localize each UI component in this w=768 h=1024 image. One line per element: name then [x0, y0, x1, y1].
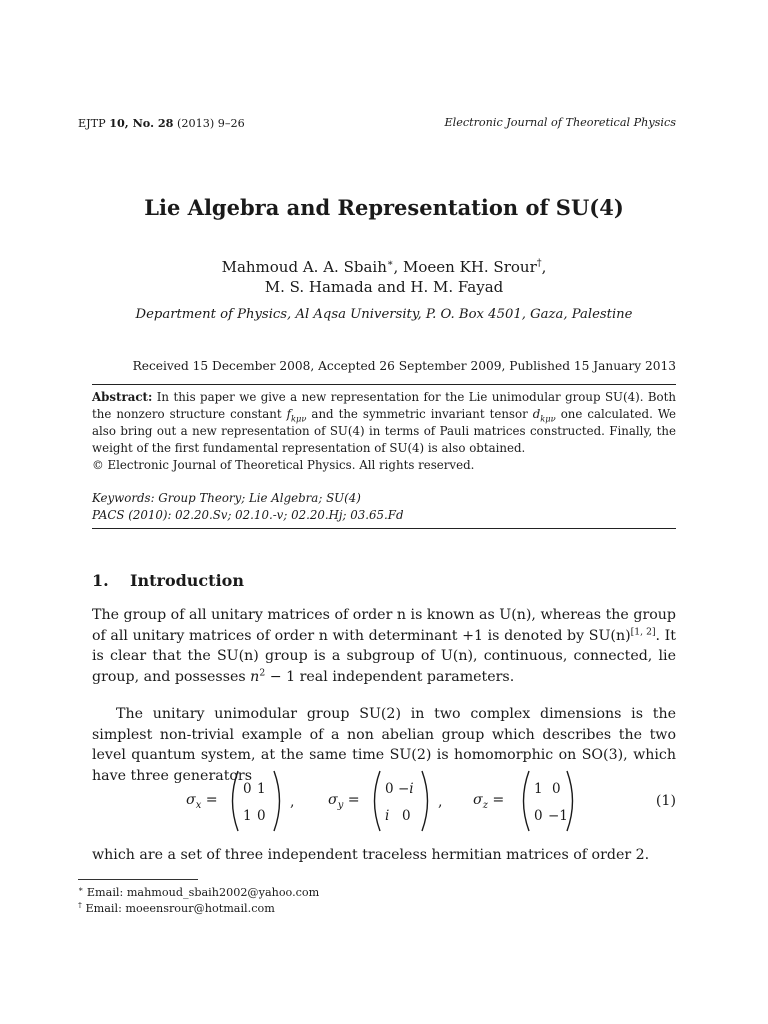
left-paren — [226, 770, 240, 832]
footnote-email: Email: mahmoud_sbaih2002@yahoo.com — [86, 886, 320, 899]
math-symbol: n — [250, 668, 260, 685]
abstract-body — [92, 389, 676, 457]
math-subscript: y — [337, 799, 344, 811]
footnote-email: Email: moeensrour@hotmail.com — [85, 902, 275, 915]
footnote-mark: ∗ — [78, 884, 84, 894]
section-title: Introduction — [130, 571, 244, 590]
matrix-cell: 0 — [243, 781, 252, 797]
section-number: 1. — [92, 571, 109, 590]
affiliation: Department of Physics, Al Aqsa University, P. O. Box 4501, Gaza, Palestine — [135, 307, 633, 322]
abstract-text: In this paper we give a new representation for the Lie unimodular group SU(4). Both the nonzero structure constant — [92, 390, 676, 421]
equals-sign: = — [201, 792, 218, 808]
matrix-cell: 0 — [385, 781, 394, 797]
right-paren — [420, 770, 434, 832]
equals-sign: = — [487, 792, 505, 808]
pacs-codes: PACS (2010): 02.20.Sv; 02.10.-v; 02.20.Hj; 03.65.Fd — [92, 508, 404, 522]
matrix-cell: 0 — [534, 808, 543, 824]
footnote-mark: † — [78, 900, 82, 910]
author-list — [0, 257, 768, 297]
math-symbol: d — [532, 407, 541, 421]
footnote-mark: ∗ — [386, 258, 394, 269]
math-symbol: f — [286, 407, 292, 421]
matrix-cell: 0 — [552, 781, 561, 797]
math-subscript: kμν — [291, 413, 307, 424]
matrix-cell: 1 — [534, 781, 543, 797]
journal-abbrev: EJTP — [78, 117, 106, 130]
abstract-top-rule — [92, 384, 676, 385]
paragraph-text: The group of all unitary matrices of order n is known as U(n), whereas the group of all unitary matrices of order n with determinant +1 is denoted by SU(n) — [92, 607, 676, 644]
matrix-cell: −1 — [548, 808, 568, 824]
paper-title: Lie Algebra and Representation of SU(4) — [144, 195, 624, 220]
journal-volume: 10, No. 28 — [109, 116, 174, 130]
footnote-mark: † — [536, 258, 542, 269]
matrix-sigma-z — [517, 770, 579, 832]
equals-sign: = — [343, 792, 360, 808]
author-line-2: M. S. Hamada and H. M. Fayad — [264, 278, 504, 296]
keywords-block — [92, 490, 676, 524]
matrix-sigma-y — [368, 770, 434, 832]
author-name: , Moeen KH. Srour — [393, 258, 537, 276]
sigma-x-label — [186, 792, 218, 811]
author-line-1 — [0, 257, 768, 277]
math-symbol: σ — [328, 792, 338, 808]
paragraph-text: − 1 real independent parameters. — [265, 668, 515, 685]
keywords: Keywords: Group Theory; Lie Algebra; SU(4) — [92, 491, 361, 505]
sigma-y-label — [328, 792, 360, 811]
math-subscript: x — [195, 799, 202, 811]
footnote-2 — [78, 902, 275, 915]
math-subscript: z — [482, 799, 488, 811]
section-heading — [92, 571, 244, 590]
citation: [1, 2] — [630, 625, 656, 637]
equation-1 — [92, 770, 676, 832]
right-paren — [272, 770, 286, 832]
matrix-cell: i — [385, 808, 390, 824]
journal-header-right: Electronic Journal of Theoretical Physics — [444, 116, 676, 129]
math-symbol: σ — [186, 792, 196, 808]
right-paren — [565, 770, 579, 832]
abstract-label: Abstract: — [92, 390, 153, 404]
paragraph-2: The unitary unimodular group SU(2) in two complex dimensions is the simplest non-trivial example of a non abelian group which describes the two level quantum system, at the same time SU(2) is homomorphic on SO(3), which have three generators — [92, 706, 676, 784]
matrix-cell: 1 — [243, 808, 252, 824]
paragraph-1 — [92, 605, 676, 687]
math-symbol: σ — [473, 792, 483, 808]
equation-comma: , — [438, 794, 443, 810]
abstract-text: one calculated. We also bring out a new representation of SU(4) in terms of Pauli matrices constructed. Finally, the weight of the first fundamental representation of SU(4) is also obtained. — [92, 407, 676, 455]
sigma-z-label — [473, 792, 505, 811]
author-separator: , — [541, 258, 547, 276]
math-exponent: 2 — [259, 666, 266, 678]
copyright-notice: © Electronic Journal of Theoretical Physics. All rights reserved. — [92, 458, 475, 472]
left-paren — [517, 770, 531, 832]
abstract-text: and the symmetric invariant tensor — [306, 407, 533, 421]
abstract-bottom-rule — [92, 528, 676, 529]
paragraph-3: which are a set of three independent traceless hermitian matrices of order 2. — [92, 847, 650, 863]
matrix-cell: 0 — [257, 808, 266, 824]
publication-dates: Received 15 December 2008, Accepted 26 September 2009, Published 15 January 2013 — [132, 359, 676, 373]
matrix-cell: 1 — [257, 781, 266, 797]
paragraph-text: . It is clear that the SU(n) group is a subgroup of U(n), continuous, connected, lie group, and possesses — [92, 627, 676, 685]
journal-header-left — [78, 116, 245, 130]
math-subscript: kμν — [540, 413, 556, 424]
journal-year-pages: (2013) 9–26 — [177, 117, 245, 130]
abstract — [92, 389, 676, 474]
equation-comma: , — [290, 794, 295, 810]
footnote-rule — [78, 879, 198, 880]
equation-number: (1) — [655, 793, 676, 809]
author-name: Mahmoud A. A. Sbaih — [221, 258, 387, 276]
left-paren — [368, 770, 382, 832]
matrix-cell: −i — [398, 781, 414, 797]
matrix-sigma-x — [226, 770, 286, 832]
footnote-1 — [78, 886, 319, 899]
matrix-cell: 0 — [402, 808, 411, 824]
